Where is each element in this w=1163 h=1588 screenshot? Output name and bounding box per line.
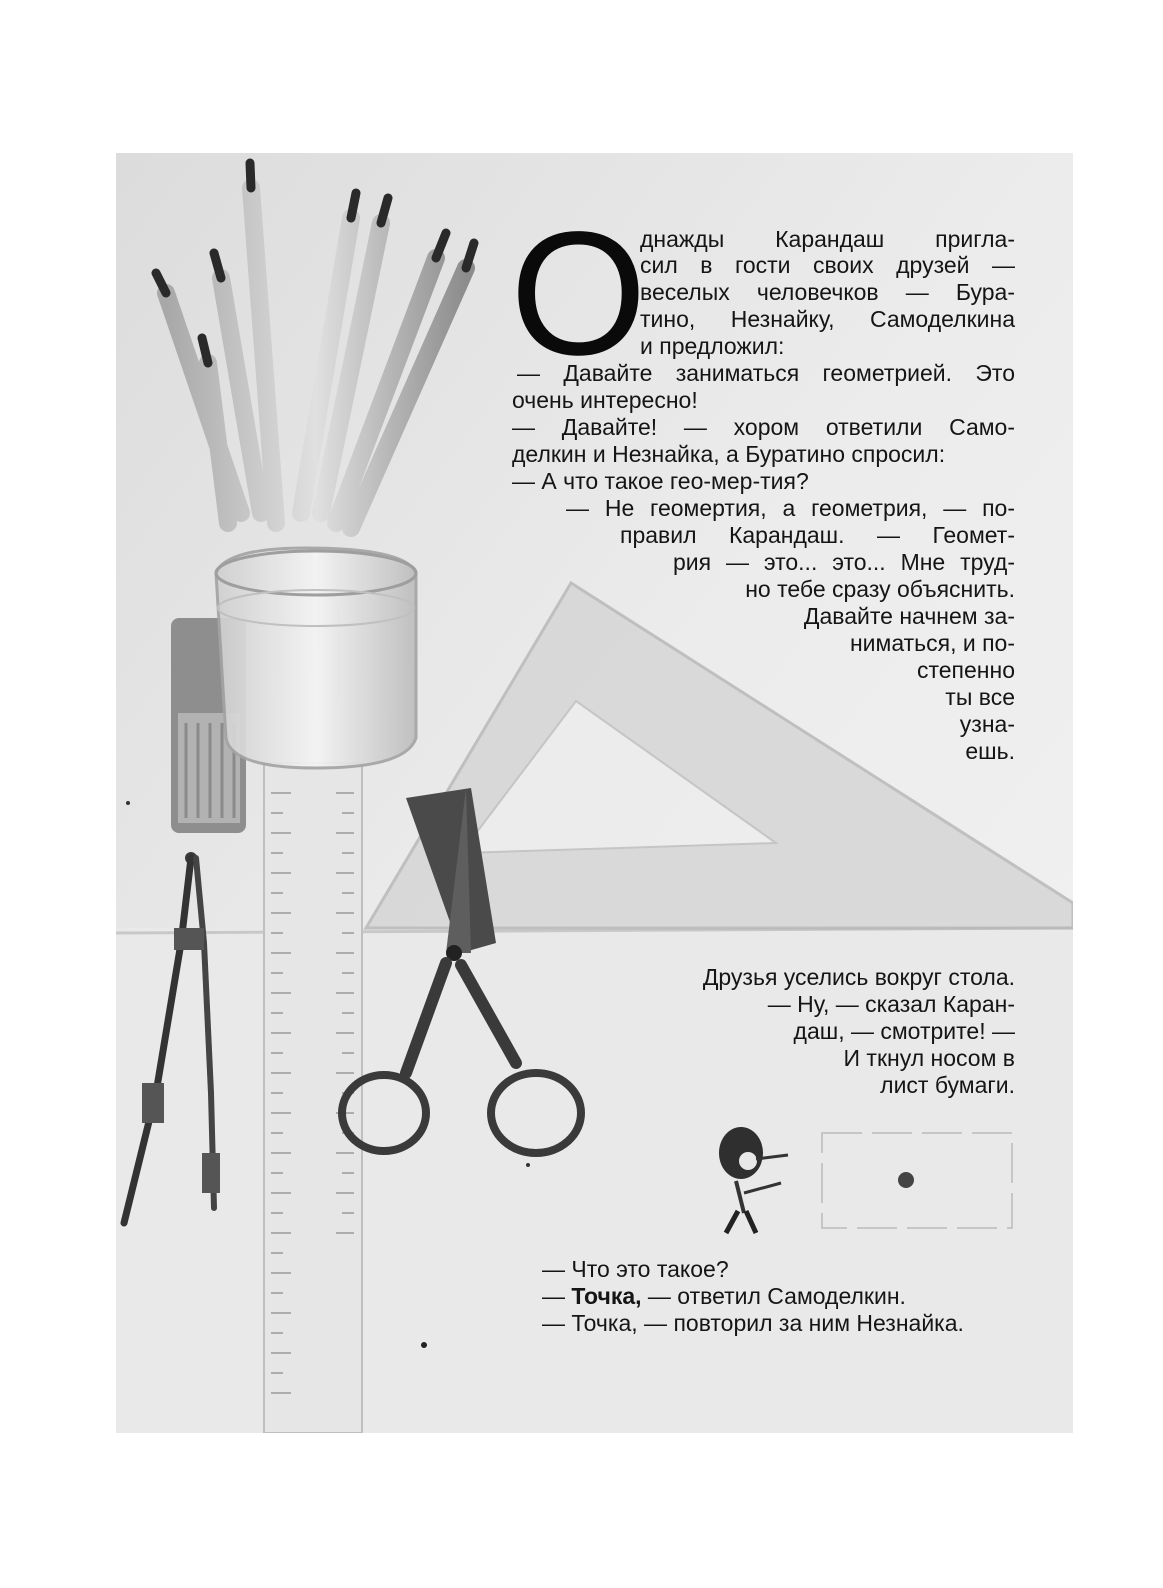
text-line: и предложил:	[640, 333, 785, 359]
text-line: — А что такое гео-мер-тия?	[512, 468, 809, 494]
text-line: — Не геомертия, а геометрия, — по-	[566, 495, 1015, 521]
text-line: ешь.	[965, 738, 1015, 764]
text-line: тино, Незнайку, Самоделкина	[640, 306, 1015, 332]
text-line: ниматься, и по-	[849, 630, 1015, 656]
text-line: рия — это... это... Мне труд-	[673, 549, 1015, 575]
text-line: И ткнул носом в	[843, 1045, 1015, 1071]
text-line: — Давайте заниматься геометрией. Это	[517, 360, 1015, 386]
line-rest: — ответил Самоделкин.	[641, 1283, 906, 1309]
text-line: сил в гости своих друзей —	[640, 252, 1015, 278]
text-line: веселых человечков — Бура-	[640, 279, 1015, 305]
text-line	[542, 1283, 906, 1310]
text-line: узна-	[959, 711, 1015, 737]
text-line: — Давайте! — хором ответили Само-	[512, 414, 1015, 440]
dash: —	[542, 1283, 572, 1309]
text-line: очень интересно!	[512, 387, 698, 413]
emphasized-word: Точка,	[571, 1283, 642, 1309]
text-line: Давайте начнем за-	[803, 603, 1015, 629]
text-line: даш, — смотрите! —	[793, 1018, 1015, 1044]
text-line: днажды Карандаш пригла-	[640, 226, 1015, 252]
text-line: делкин и Незнайка, а Буратино спросил:	[512, 441, 946, 467]
text-line: — Ну, — сказал Каран-	[767, 991, 1015, 1017]
text-line: но тебе сразу объяснить.	[745, 576, 1015, 602]
text-line: Друзья уселись вокруг стола.	[702, 964, 1015, 990]
text-line: — Точка, — повторил за ним Незнайка.	[542, 1310, 964, 1336]
text-line: ты все	[945, 684, 1015, 710]
text-line: правил Карандаш. — Геомет-	[620, 522, 1015, 548]
text-line: — Что это такое?	[542, 1256, 729, 1282]
text-line: степенно	[916, 657, 1015, 683]
drop-cap: О	[510, 196, 641, 392]
text-line: лист бумаги.	[880, 1072, 1015, 1098]
